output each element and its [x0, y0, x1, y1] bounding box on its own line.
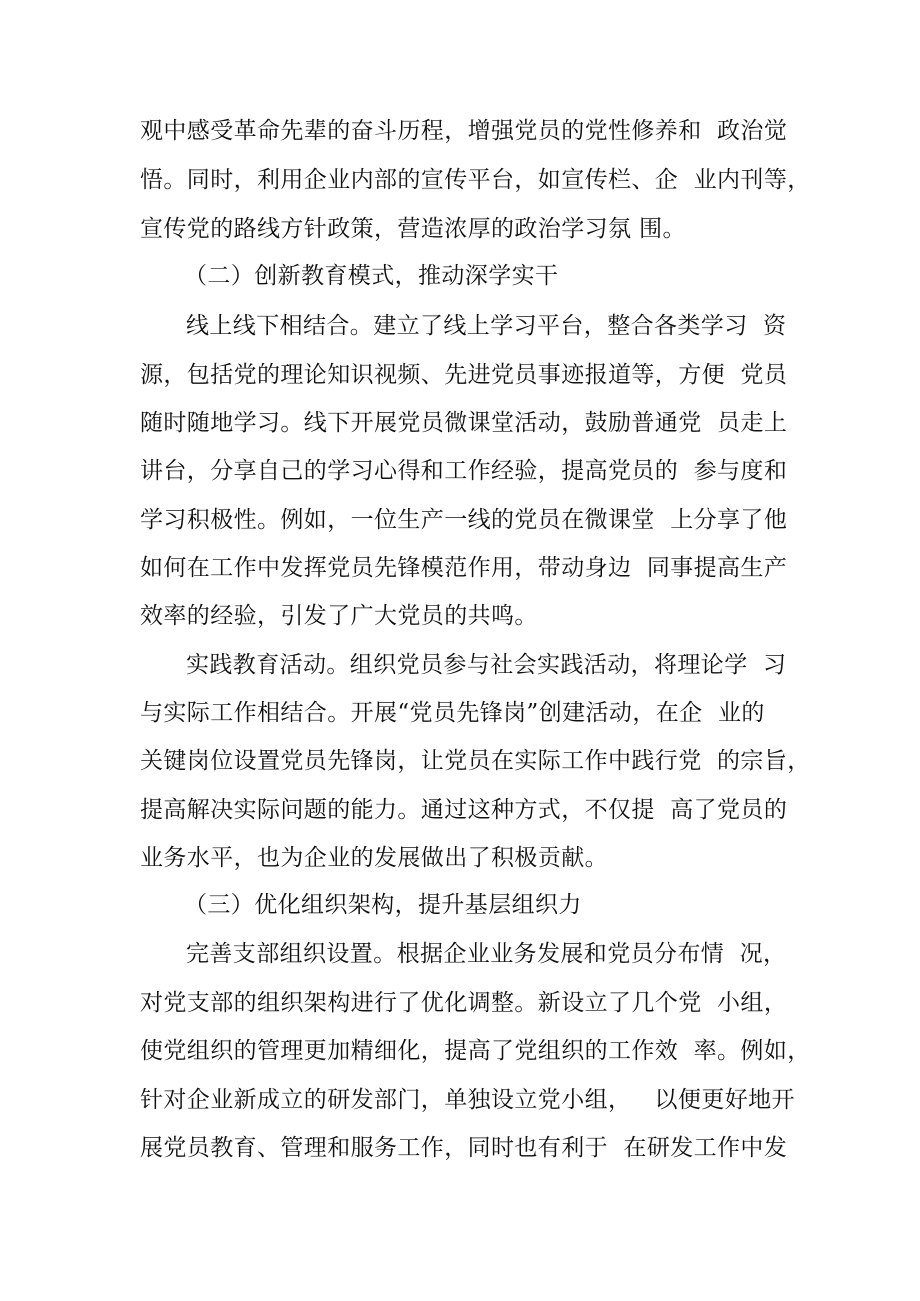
text-line: 展党员教育、管理和服务工作，同时也有利于 在研发工作中发	[140, 1135, 788, 1161]
text-line: 随时随地学习。线下开展党员微课堂活动，鼓励普通党 员走上	[140, 410, 788, 436]
text-line: 完善支部组织设置。根据企业业务发展和党员分布情 况，	[186, 941, 787, 967]
text-line: 对党支部的组织架构进行了优化调整。新设立了几个党 小组，	[140, 990, 788, 1016]
text-line: 学习积极性。例如，一位生产一线的党员在微课堂 上分享了他	[140, 507, 788, 533]
text-line: 与实际工作相结合。开展“党员先锋岗”创建活动，在企 业的	[140, 700, 765, 726]
text-line: 使党组织的管理更加精细化，提高了党组织的工作效 率。例如，	[140, 1038, 811, 1064]
text-line: 线上线下相结合。建立了线上学习平台，整合各类学习 资	[186, 313, 787, 339]
section-heading: （三）优化组织架构，提升基层组织力	[184, 892, 582, 918]
text-line: 观中感受革命先辈的奋斗历程，增强党员的党性修养和 政治觉	[140, 118, 788, 144]
text-line: 业务水平，也为企业的发展做出了积极贡献。	[140, 845, 608, 871]
text-line: 实践教育活动。组织党员参与社会实践活动，将理论学 习	[186, 652, 787, 678]
text-line: 如何在工作中发挥党员先锋模范作用，带动身边 同事提高生产	[140, 555, 788, 581]
text-line: 悟。同时，利用企业内部的宣传平台，如宣传栏、企 业内刊等，	[140, 167, 811, 193]
section-heading: （二）创新教育模式，推动深学实干	[184, 263, 559, 289]
text-line: 宣传党的路线方针政策，营造浓厚的政治学习氛 围。	[140, 216, 686, 242]
text-line: 提高解决实际问题的能力。通过这种方式，不仅提 高了党员的	[140, 797, 788, 823]
text-line: 针对企业新成立的研发部门，单独设立党小组， 以便更好地开	[140, 1087, 795, 1113]
text-line: 效率的经验，引发了广大党员的共鸣。	[140, 603, 538, 629]
text-line: 讲台，分享自己的学习心得和工作经验，提高党员的 参与度和	[140, 458, 788, 484]
text-line: 源，包括党的理论知识视频、先进党员事迹报道等，方便 党员	[140, 362, 788, 388]
text-line: 关键岗位设置党员先锋岗，让党员在实际工作中践行党 的宗旨，	[140, 748, 811, 774]
